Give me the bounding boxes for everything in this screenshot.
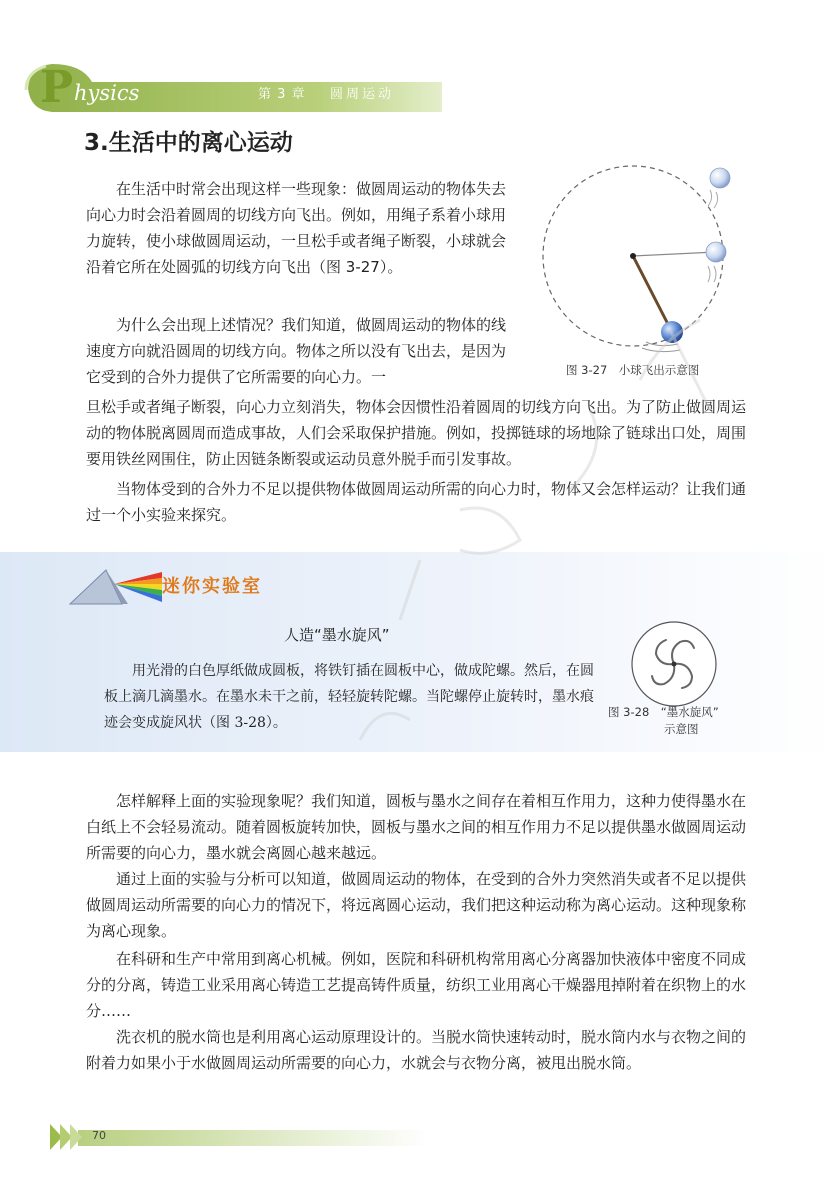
- header-chapter: 第 3 章: [258, 87, 306, 102]
- motion-lines: [642, 342, 680, 352]
- figure-3-28-caption: 图 3-28 “墨水旋风”: [608, 705, 719, 719]
- paragraph-7: 洗衣机的脱水筒也是利用离心运动原理设计的。当脱水筒快速转动时，脱水筒内水与衣物之间的附着力如果小于水做圆周运动所需要的向心力，水就会与衣物分离，被甩出脱水筒。: [86, 1028, 747, 1072]
- ball-mid: [706, 242, 726, 262]
- string-line: [633, 256, 672, 332]
- ball-flying: [710, 168, 730, 188]
- paragraph-4: 怎样解释上面的实验现象呢？我们知道，圆板与墨水之间存在着相互作用力，这种力使得墨水在白纸上不会轻易流动。随着圆板旋转加快，圆板与墨水之间的相互作用力不足以提供墨水做圆周运动所需要的向心力，墨水就会离圆心越来越远。: [86, 792, 747, 862]
- figure-3-27-caption: 图 3-27 小球飞出示意图: [566, 363, 700, 377]
- header-logo-word: hysics: [74, 81, 140, 105]
- string-line-2: [633, 252, 716, 256]
- paragraph-1: 在生活中时常会出现这样一些现象：做圆周运动的物体失去向心力时会沿着圆周的切线方向飞出。例如，用绳子系着小球用力旋转，使小球做圆周运动，一旦松手或者绳子断裂，小球就会沿着它所在处圆弧的切线方向飞出（图 3-27）。: [86, 180, 507, 276]
- header-topic: 圆周运动: [330, 87, 395, 102]
- paragraph-2a: 为什么会出现上述情况？我们知道，做圆周运动的物体的线速度方向就沿圆周的切线方向。物体之所以没有飞出去，是因为它受到的合外力提供了它所需要的向心力。一: [86, 316, 507, 386]
- paragraph-6: 在科研和生产中常用到离心机械。例如，医院和科研机构常用离心分离器加快液体中密度不同成分的分离，铸造工业采用离心铸造工艺提高铸件质量，纺织工业用离心干燥器甩掉附着在织物上的水分……: [86, 950, 747, 1020]
- figure-ball-flying-out: [538, 148, 788, 383]
- ball-current: [661, 321, 683, 343]
- center-pivot: [630, 253, 636, 259]
- mini-lab-heading: 迷你实验室: [162, 576, 262, 597]
- experiment-title: 人造“墨水旋风”: [284, 626, 390, 644]
- prism-rainbow-icon: [66, 566, 162, 608]
- figure-ink-whirlwind: [628, 620, 720, 708]
- paragraph-5: 通过上面的实验与分析可以知道，做圆周运动的物体，在受到的合外力突然消失或者不足以提供做圆周运动所需要的向心力的情况下，将远离圆心运动，我们把这种运动称为离心运动。这种现象称为离心现象。: [86, 870, 747, 940]
- page-number: 70: [92, 1129, 106, 1142]
- section-title: 3.生活中的离心运动: [84, 130, 293, 156]
- paragraph-2b: 旦松手或者绳子断裂，向心力立刻消失，物体会因惯性沿着圆周的切线方向飞出。为了防止做圆周运动的物体脱离圆周而造成事故，人们会采取保护措施。例如，投掷链球的场地除了链球出口处，周围要用铁丝网围住，防止因链条断裂或运动员意外脱手而引发事故。: [86, 398, 747, 468]
- figure-3-28-caption-line2: 示意图: [664, 722, 699, 736]
- paragraph-3: 当物体受到的合外力不足以提供物体做圆周运动所需的向心力时，物体又会怎样运动？让我们通过一个小实验来探究。: [86, 480, 747, 524]
- header-logo-letter: P: [40, 62, 74, 113]
- experiment-body: 用光滑的白色厚纸做成圆板，将铁钉插在圆板中心，做成陀螺。然后，在圆板上滴几滴墨水。在墨水未干之前，轻轻旋转陀螺。当陀螺停止旋转时，墨水痕迹会变成旋风状（图 3-28）。: [104, 663, 594, 731]
